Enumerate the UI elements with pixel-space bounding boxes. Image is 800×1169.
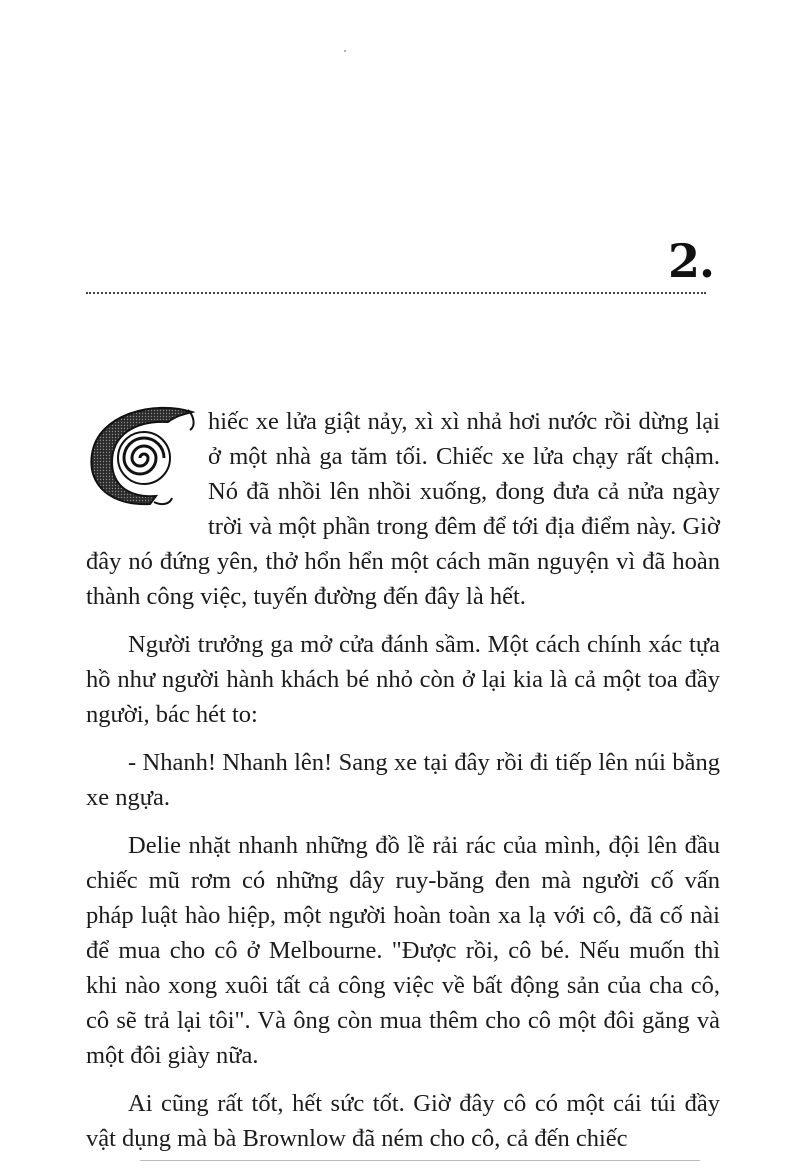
- footer-edge: [140, 1160, 700, 1161]
- chapter-body: [86, 404, 720, 1169]
- page-speck: [344, 50, 346, 52]
- paragraph-1-text: hiếc xe lửa giật nảy, xì xì nhả hơi nước rồi dừng lại ở một nhà ga tăm tối. Chiếc xe lửa chạy rất chậm. Nó đã nhồi lên nhồi xuống, đong đưa cả nửa ngày trời và một phần trong đêm để tới địa điểm này. Giờ đây nó đứng yên, thở hổn hển một cách mãn nguyện vì đã hoàn thành công việc, tuyến đường đến đây là hết.: [86, 408, 720, 610]
- paragraph-2: Người trưởng ga mở cửa đánh sầm. Một cách chính xác tựa hồ như người hành khách bé nhỏ còn ở lại kia là cả một toa đầy người, bác hét to:: [86, 631, 720, 728]
- dropcap-c-ornament: [84, 406, 202, 510]
- paragraph-3: - Nhanh! Nhanh lên! Sang xe tại đây rồi đi tiếp lên núi bằng xe ngựa.: [86, 749, 720, 811]
- paragraph-5: Ai cũng rất tốt, hết sức tốt. Giờ đây cô có một cái túi đầy vật dụng mà bà Brownlow đã ném cho cô, cả đến chiếc: [86, 1090, 720, 1152]
- chapter-number: 2.: [667, 234, 714, 288]
- paragraph-1: [86, 404, 720, 614]
- paragraph-4: Delie nhặt nhanh những đồ lề rải rác của mình, đội lên đầu chiếc mũ rơm có những dây ruy-băng đen mà người cố vấn pháp luật hào hiệp, một người hoàn toàn xa lạ với cô, đã cố nài để mua cho cô ở Melbourne. "Được rồi, cô bé. Nếu muốn thì khi nào xong xuôi tất cả công việc về bất động sản của cha cô, cô sẽ trả lại tôi". Và ông còn mua thêm cho cô một đôi găng và một đôi giày nữa.: [86, 832, 720, 1069]
- chapter-divider: [86, 292, 706, 294]
